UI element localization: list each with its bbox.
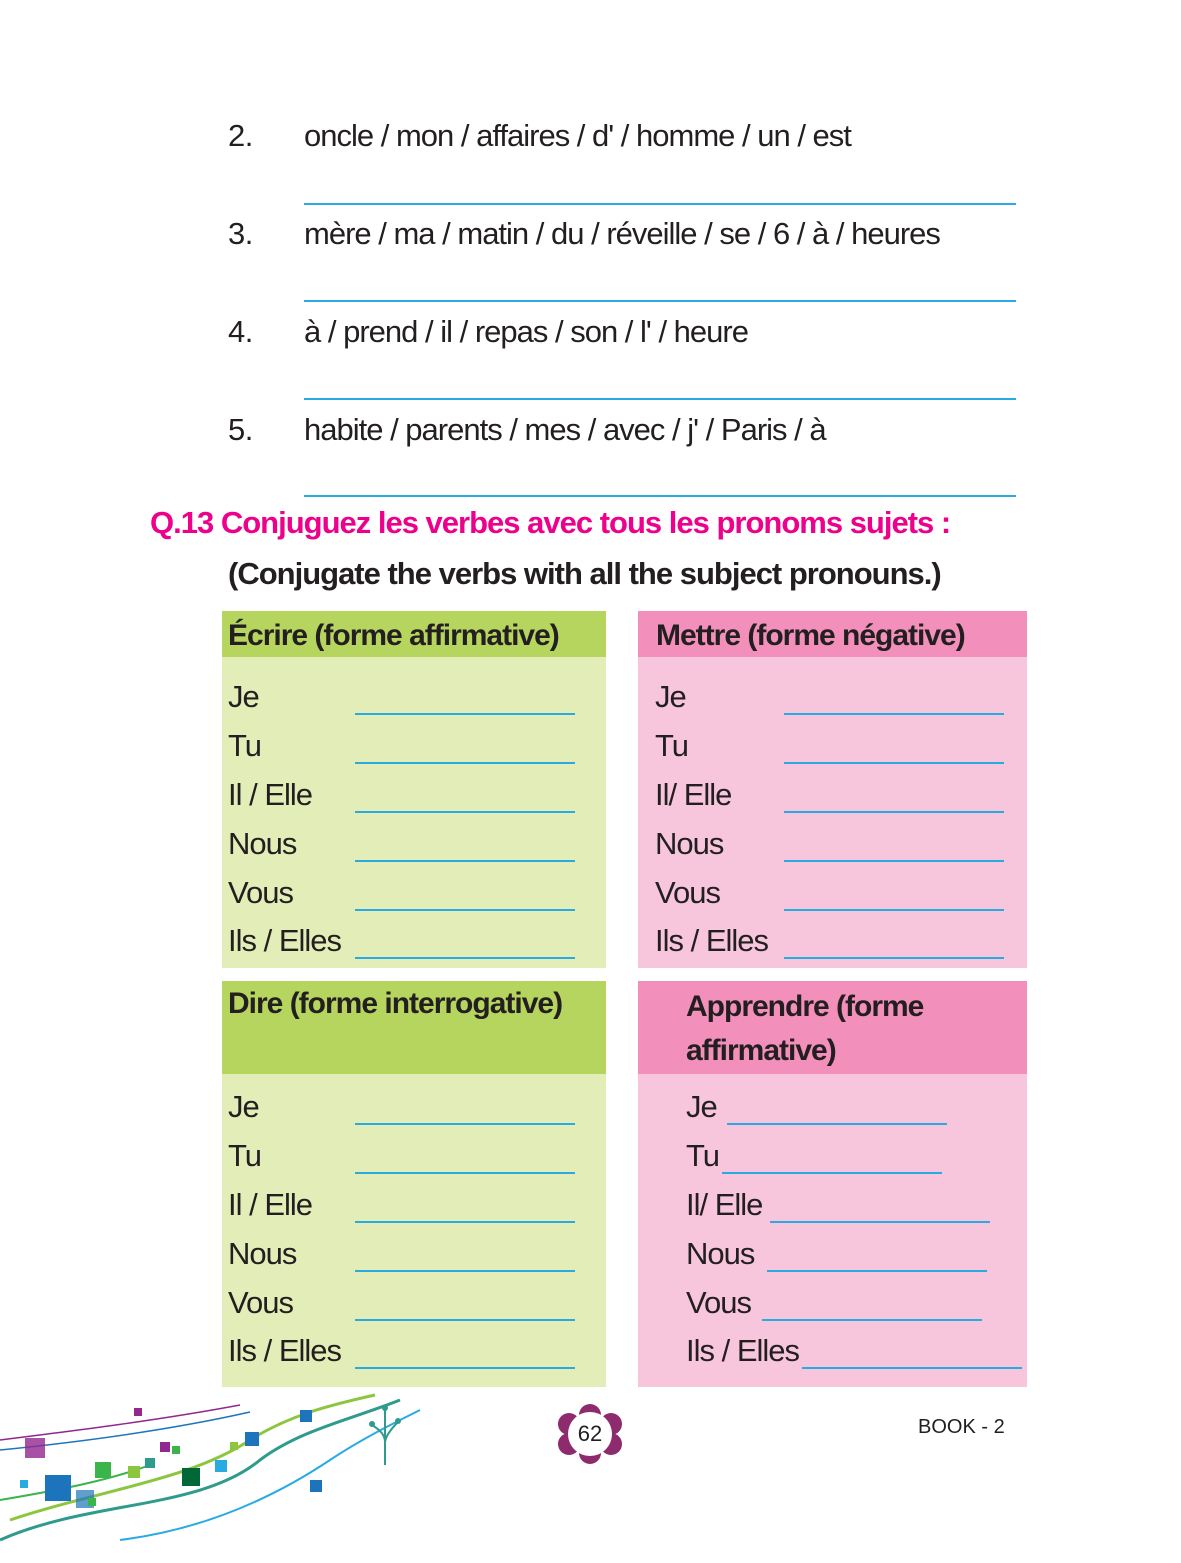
answer-blank[interactable] [784,860,1004,862]
answer-blank[interactable] [355,1221,575,1223]
decorative-swoosh-graphic [0,1380,430,1563]
box-heading: Mettre (forme négative) [638,611,1027,657]
answer-blank[interactable] [722,1172,942,1174]
page-number-badge [556,1404,624,1464]
exercise-prompt: habite / parents / mes / avec / j' / Paris / à [304,412,826,447]
answer-blank[interactable] [784,811,1004,813]
answer-blank[interactable] [727,1123,947,1125]
pronoun-label: Je [228,679,259,714]
answer-blank[interactable] [355,957,575,959]
book-label: BOOK - 2 [918,1416,1005,1438]
pronoun-label: Nous [228,826,297,861]
box-heading [638,981,1027,1074]
pronoun-label: Il/ Elle [686,1187,763,1222]
pronoun-label: Tu [686,1138,720,1173]
answer-line[interactable] [304,398,1016,400]
answer-blank[interactable] [770,1221,990,1223]
pronoun-label: Ils / Elles [228,1333,342,1368]
question-title: Q.13 Conjuguez les verbes avec tous les pronoms sujets : [150,505,951,540]
answer-blank[interactable] [802,1367,1022,1369]
exercise-number: 5. [228,412,253,447]
answer-blank[interactable] [355,1172,575,1174]
exercise-number: 2. [228,118,253,153]
pronoun-label: Vous [655,875,720,910]
answer-blank[interactable] [355,909,575,911]
exercise-prompt: mère / ma / matin / du / réveille / se / 6 / à / heures [304,216,940,251]
pronoun-label: Il / Elle [228,1187,313,1222]
conjugation-box-dire [222,981,606,1387]
answer-blank[interactable] [355,811,575,813]
pronoun-label: Tu [228,1138,262,1173]
answer-blank[interactable] [784,713,1004,715]
pronoun-label: Je [686,1089,717,1124]
pronoun-label: Nous [228,1236,297,1271]
pronoun-label: Tu [228,728,262,763]
answer-line[interactable] [304,495,1016,497]
conjugation-box-ecrire [222,611,606,968]
answer-blank[interactable] [355,1270,575,1272]
answer-line[interactable] [304,203,1016,205]
pronoun-label: Il/ Elle [655,777,732,812]
pronoun-label: Ils / Elles [686,1333,800,1368]
answer-blank[interactable] [762,1319,982,1321]
pronoun-label: Vous [228,875,293,910]
question-subtitle: (Conjugate the verbs with all the subject pronouns.) [228,556,941,591]
answer-blank[interactable] [355,713,575,715]
box-heading-line: Apprendre (forme [686,990,924,1023]
pronoun-label: Il / Elle [228,777,313,812]
box-heading: Dire (forme interrogative) [222,981,606,1074]
answer-blank[interactable] [784,909,1004,911]
pronoun-label: Ils / Elles [655,923,769,958]
answer-blank[interactable] [355,1123,575,1125]
answer-blank[interactable] [355,860,575,862]
exercise-prompt: oncle / mon / affaires / d' / homme / un / est [304,118,851,153]
box-heading-line: affirmative) [686,1034,836,1067]
pronoun-label: Vous [686,1285,751,1320]
pronoun-label: Je [228,1089,259,1124]
answer-line[interactable] [304,300,1016,302]
answer-blank[interactable] [355,762,575,764]
conjugation-box-apprendre [638,981,1027,1387]
pronoun-label: Ils / Elles [228,923,342,958]
answer-blank[interactable] [355,1319,575,1321]
exercise-number: 3. [228,216,253,251]
pronoun-label: Je [655,679,686,714]
answer-blank[interactable] [355,1367,575,1369]
answer-blank[interactable] [784,762,1004,764]
answer-blank[interactable] [767,1270,987,1272]
pronoun-label: Tu [655,728,689,763]
pronoun-label: Nous [655,826,724,861]
conjugation-box-mettre [638,611,1027,968]
exercise-prompt: à / prend / il / repas / son / l' / heure [304,314,748,349]
pronoun-label: Vous [228,1285,293,1320]
box-heading: Écrire (forme affirmative) [222,611,606,657]
answer-blank[interactable] [784,957,1004,959]
page-number: 62 [577,1421,603,1446]
exercise-number: 4. [228,314,253,349]
pronoun-label: Nous [686,1236,755,1271]
